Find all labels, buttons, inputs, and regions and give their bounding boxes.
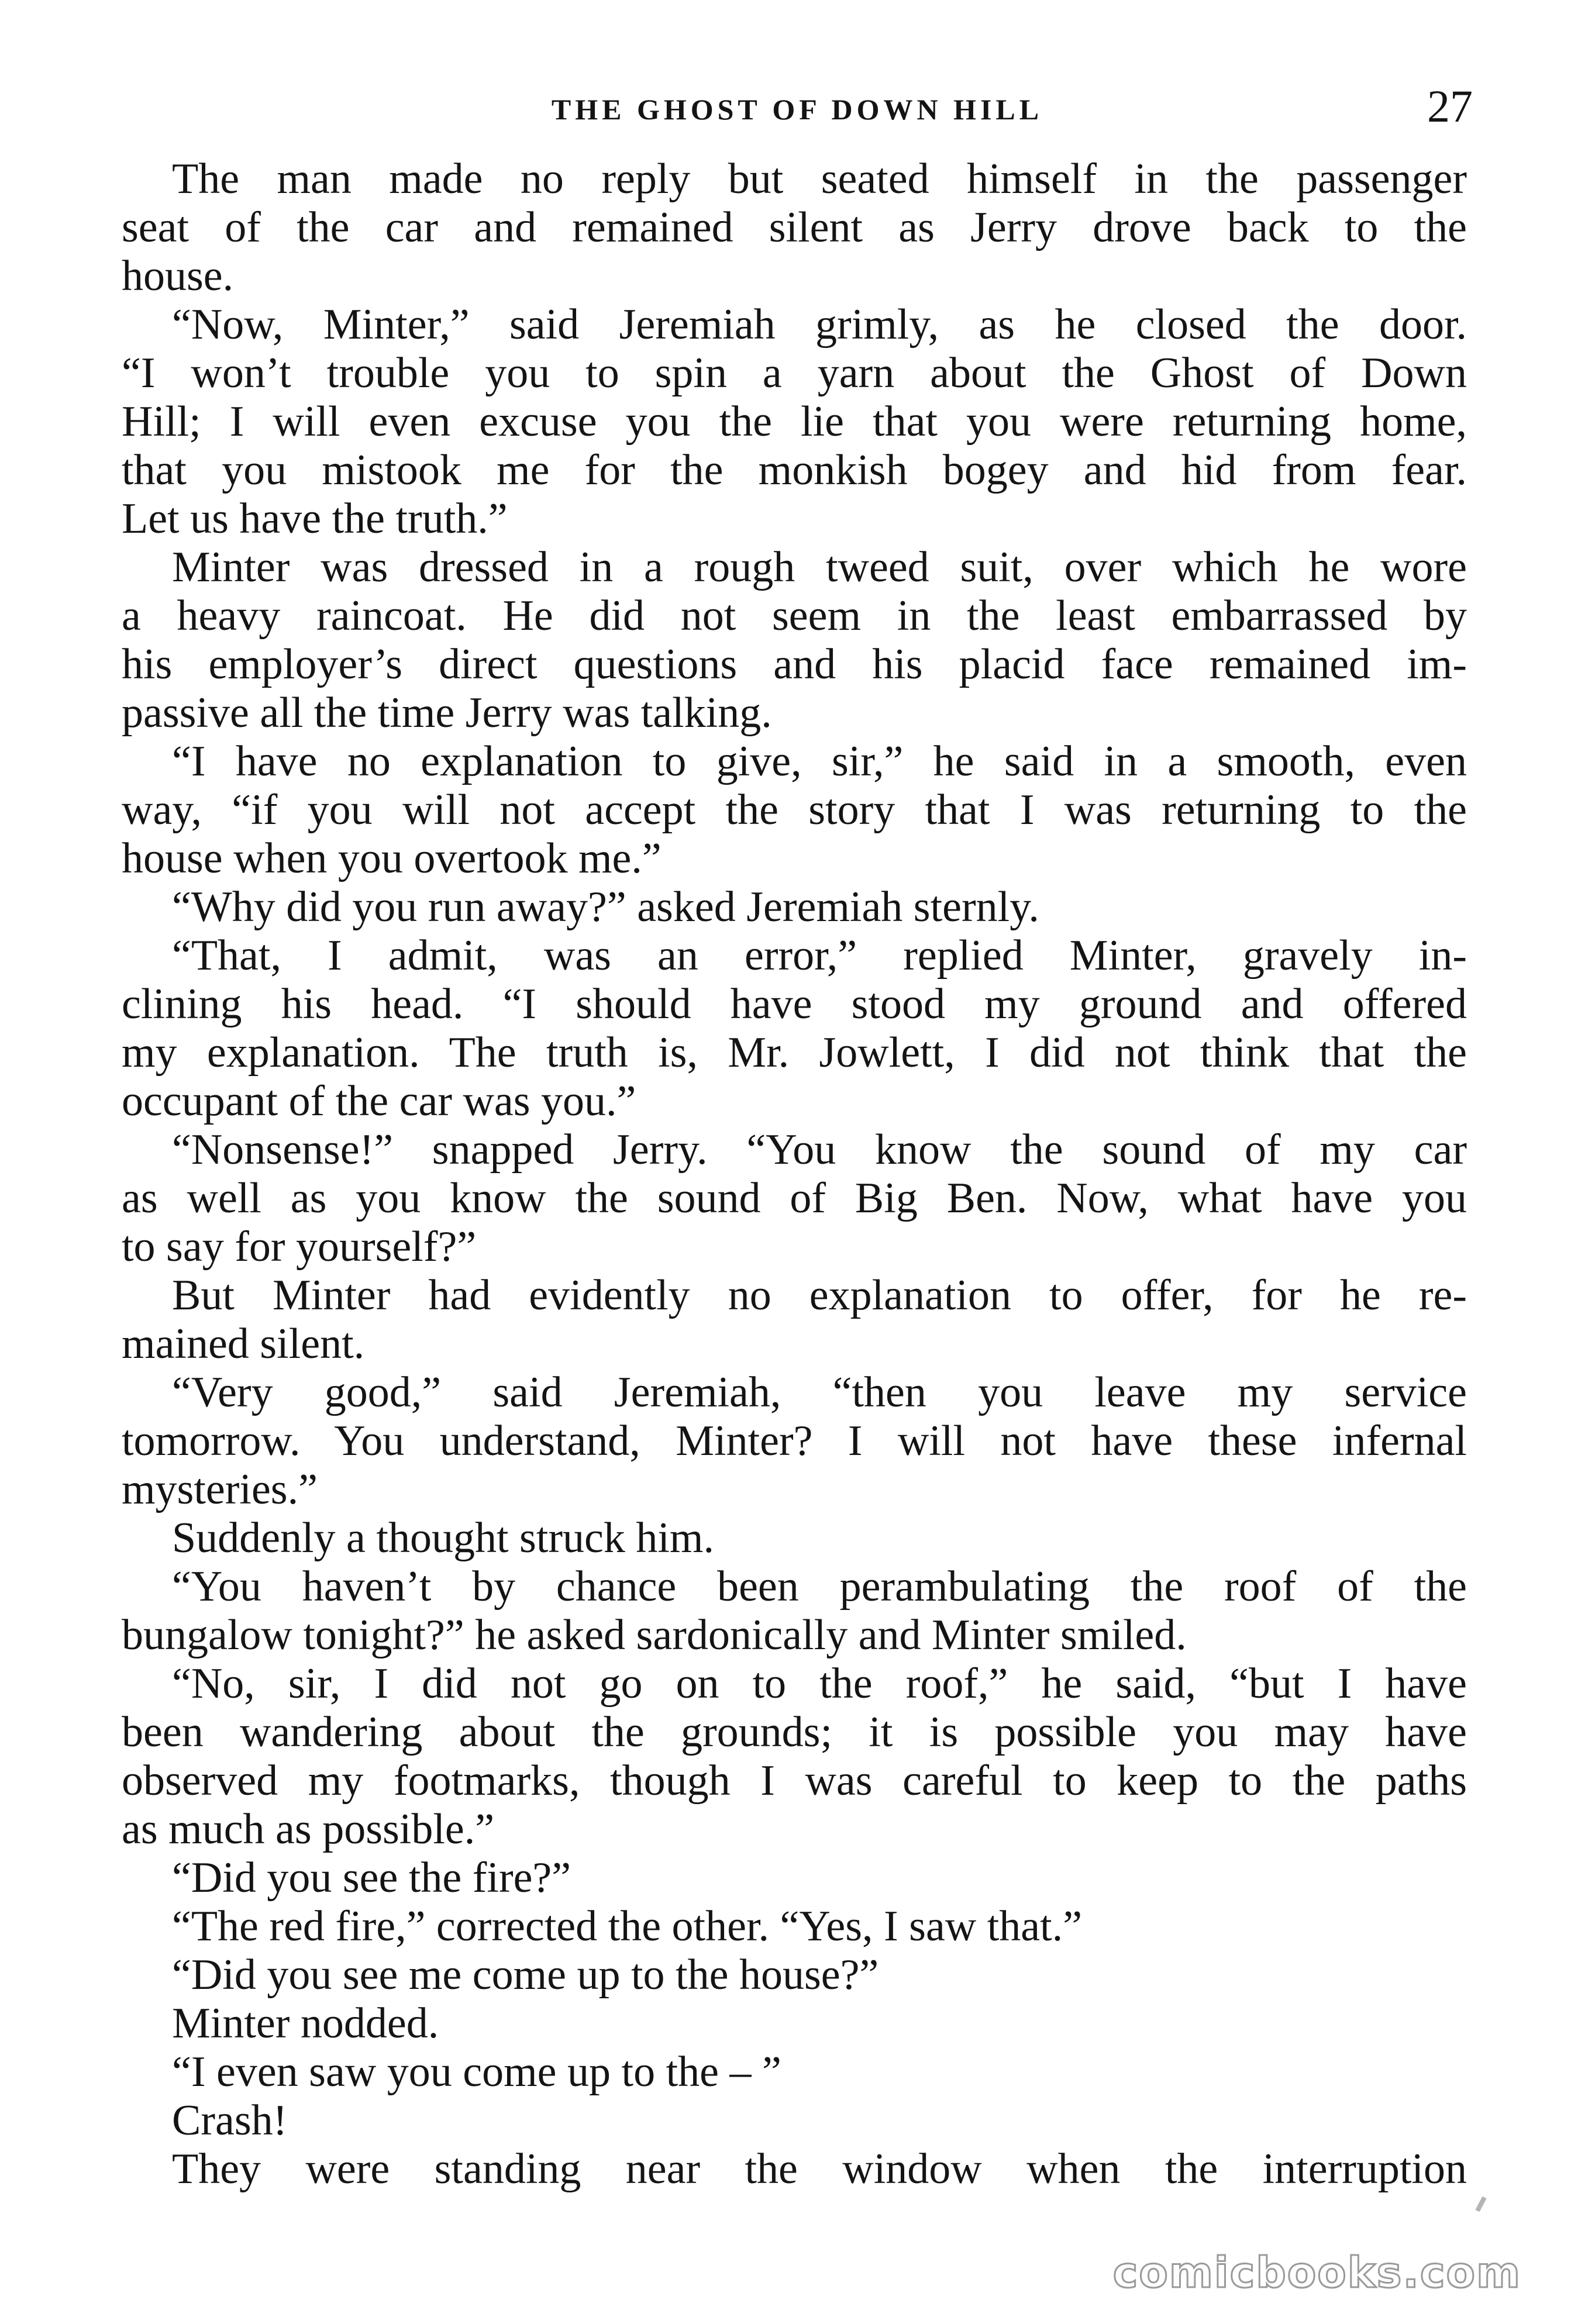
page-number: 27: [1427, 81, 1473, 132]
text-line: Crash!: [172, 2097, 288, 2144]
text-line: passive all the time Jerry was talking.: [122, 689, 772, 737]
text-line: to say for yourself?”: [122, 1223, 477, 1271]
text-line: Hill; I will even excuse you the lie that you were returning home,: [122, 398, 1467, 446]
text-line: way, “if you will not accept the story that I was returning to the: [122, 786, 1467, 834]
text-line: that you mistook me for the monkish bogey and hid from fear.: [122, 446, 1467, 494]
text-line: clining his head. “I should have stood my ground and offered: [122, 980, 1467, 1028]
text-line: my explanation. The truth is, Mr. Jowlett, I did not think that the: [122, 1029, 1467, 1077]
text-line: They were standing near the window when the interruption: [172, 2145, 1467, 2193]
text-line: “I even saw you come up to the – ”: [172, 2048, 781, 2096]
watermark-logo: comicbooks.com: [1112, 2248, 1521, 2297]
text-line: Minter nodded.: [172, 1999, 439, 2047]
text-line: “I won’t trouble you to spin a yarn about the Ghost of Down: [122, 349, 1467, 397]
text-line: seat of the car and remained silent as Jerry drove back to the: [122, 204, 1467, 251]
text-line: “Did you see the fire?”: [172, 1854, 571, 1902]
text-line: mained silent.: [122, 1320, 365, 1368]
text-line: “The red fire,” corrected the other. “Yes, I saw that.”: [172, 1902, 1083, 1950]
text-line: Suddenly a thought struck him.: [172, 1514, 714, 1562]
text-line: his employer’s direct questions and his placid face remained im-: [122, 640, 1467, 688]
text-line: “Now, Minter,” said Jeremiah grimly, as he closed the door.: [172, 301, 1467, 349]
text-line: “Nonsense!” snapped Jerry. “You know the sound of my car: [172, 1126, 1467, 1174]
text-line: as much as possible.”: [122, 1805, 495, 1853]
text-line: “Did you see me come up to the house?”: [172, 1951, 879, 1999]
scan-artifact-mark: [1475, 2197, 1486, 2212]
text-line: house when you overtook me.”: [122, 835, 662, 882]
text-line: “I have no explanation to give, sir,” he said in a smooth, even: [172, 737, 1467, 785]
running-head: [122, 77, 1473, 142]
text-line: “Very good,” said Jeremiah, “then you leave my service: [172, 1368, 1467, 1416]
text-line: mysteries.”: [122, 1466, 318, 1513]
text-line: “You haven’t by chance been perambulating the roof of the: [172, 1563, 1467, 1611]
text-line: “No, sir, I did not go on to the roof,” he said, “but I have: [172, 1660, 1467, 1708]
text-line: But Minter had evidently no explanation to offer, for he re-: [172, 1271, 1467, 1319]
running-title: THE GHOST OF DOWN HILL: [551, 93, 1043, 126]
text-line: tomorrow. You understand, Minter? I will not have these infernal: [122, 1417, 1467, 1465]
text-line: The man made no reply but seated himself in the passenger: [172, 155, 1467, 203]
text-line: a heavy raincoat. He did not seem in the least embarrassed by: [122, 592, 1467, 640]
text-line: been wandering about the grounds; it is possible you may have: [122, 1708, 1467, 1756]
text-line: house.: [122, 252, 234, 300]
text-line: observed my footmarks, though I was careful to keep to the paths: [122, 1757, 1467, 1805]
text-line: “Why did you run away?” asked Jeremiah sternly.: [172, 883, 1039, 931]
text-line: bungalow tonight?” he asked sardonically and Minter smiled.: [122, 1611, 1187, 1659]
body-text: [122, 155, 1467, 2194]
text-line: occupant of the car was you.”: [122, 1077, 636, 1125]
text-line: as well as you know the sound of Big Ben. Now, what have you: [122, 1174, 1467, 1222]
text-line: Let us have the truth.”: [122, 495, 508, 543]
text-line: Minter was dressed in a rough tweed suit, over which he wore: [172, 543, 1467, 591]
text-line: “That, I admit, was an error,” replied Minter, gravely in-: [172, 932, 1467, 980]
